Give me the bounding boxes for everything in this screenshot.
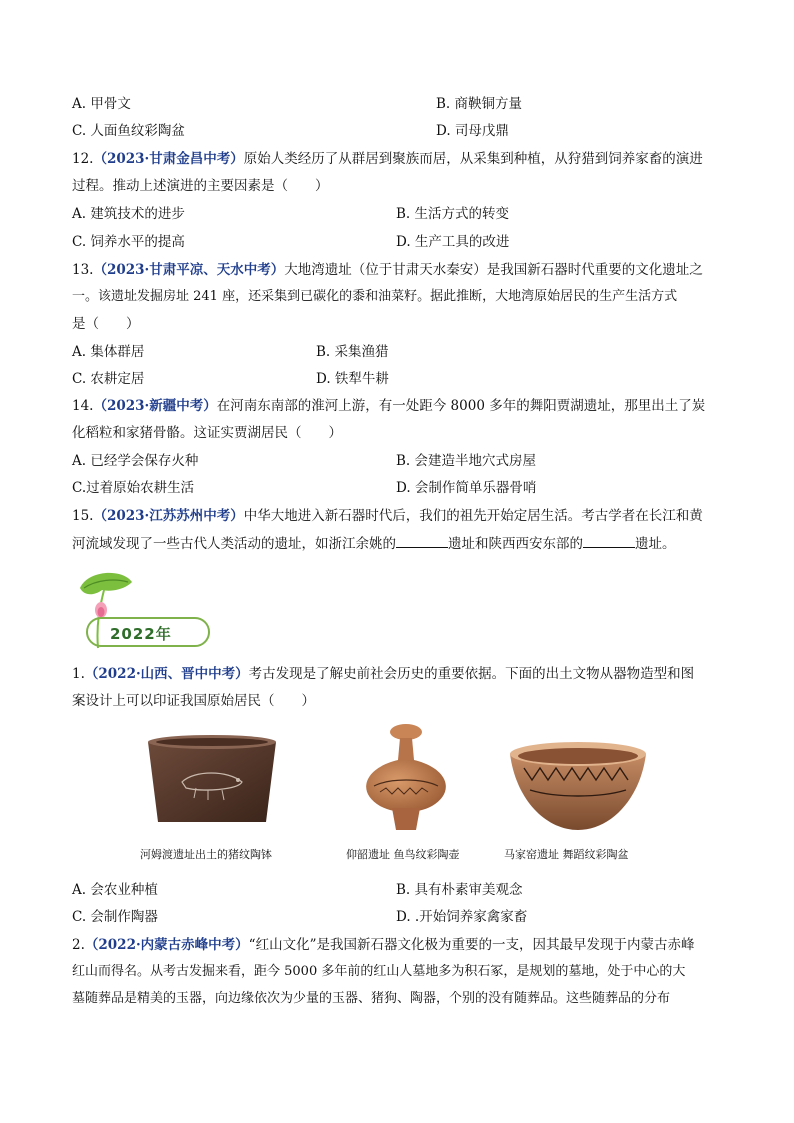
artifact-caption-3: 马家窑遗址 舞蹈纹彩陶盆 xyxy=(504,848,629,861)
q15-text2b: 遗址和陕西西安东部的 xyxy=(448,536,583,552)
q2-source: （2022·内蒙古赤峰中考） xyxy=(84,937,249,953)
q1-stem-line2: 案设计上可以印证我国原始居民（ ） xyxy=(72,693,315,709)
q15-text1: 中华大地进入新石器时代后，我们的祖先开始定居生活。考古学者在长江和黄 xyxy=(243,508,703,524)
q1-number: 1. xyxy=(72,666,85,682)
q1-source: （2022·山西、晋中中考） xyxy=(84,666,249,682)
q2-text1: “红山文化”是我国新石器文化极为重要的一支，因其最早发现于内蒙古赤峰 xyxy=(248,937,695,953)
fish-bird-pottery-pot-image xyxy=(350,722,462,834)
q13-stem-line3: 是（ ） xyxy=(72,316,140,332)
q13-source: （2023·甘肃平凉、天水中考） xyxy=(93,262,285,278)
q12-option-b: B. 生活方式的转变 xyxy=(396,206,510,222)
q11-option-d: D. 司母戊鼎 xyxy=(436,123,509,139)
q1-stem-line1 xyxy=(72,664,694,684)
q13-option-b: B. 采集渔猎 xyxy=(316,344,389,360)
q14-stem-line1 xyxy=(72,396,705,416)
section-year-badge xyxy=(86,617,210,647)
q15-text2c: 遗址。 xyxy=(635,536,676,552)
artifact-caption-2: 仰韶遗址 鱼鸟纹彩陶壶 xyxy=(346,848,460,861)
q2-number: 2. xyxy=(72,937,85,953)
q12-option-d: D. 生产工具的改进 xyxy=(396,234,510,250)
q13-option-c: C. 农耕定居 xyxy=(72,371,145,387)
q11-option-a: A. 甲骨文 xyxy=(72,96,131,112)
q12-option-c: C. 饲养水平的提高 xyxy=(72,234,185,250)
q14-option-b: B. 会建造半地穴式房屋 xyxy=(396,453,537,469)
q12-stem-line1 xyxy=(72,149,703,169)
q13-option-a: A. 集体群居 xyxy=(72,344,145,360)
q13-number: 13. xyxy=(72,262,94,278)
q11-option-c: C. 人面鱼纹彩陶盆 xyxy=(72,123,185,139)
q2-stem-line3: 墓随葬品是精美的玉器，向边缘依次为少量的玉器、猪狗、陶器，个别的没有随葬品。这些随葬品的分布 xyxy=(72,991,671,1006)
q13-option-d: D. 铁犁牛耕 xyxy=(316,371,389,387)
q1-option-d: D. .开始饲养家禽家畜 xyxy=(396,909,528,925)
q14-stem-line2: 化稻粒和家猪骨骼。这证实贾湖居民（ ） xyxy=(72,425,342,441)
q15-blank-2[interactable] xyxy=(583,533,635,548)
q12-source: （2023·甘肃金昌中考） xyxy=(93,151,244,167)
q15-blank-1[interactable] xyxy=(396,533,448,548)
q2-stem-line2: 红山而得名。从考古发掘来看，距今 5000 多年前的红山人墓地多为积石冢，是规划的墓地，处于中心的大 xyxy=(72,964,686,979)
q13-text1: 大地湾遗址（位于甘肃天水秦安）是我国新石器时代重要的文化遗址之 xyxy=(284,262,703,278)
q13-stem-line2: 一。该遗址发掘房址 241 座，还采集到已碳化的黍和油菜籽。据此推断，大地湾原始居民的生产生活方式 xyxy=(72,289,678,304)
q15-stem-line1 xyxy=(72,506,703,526)
section-year-label: 2022年 xyxy=(110,625,172,643)
q12-text1: 原始人类经历了从群居到聚族而居，从采集到种植，从狩猎到饲养家畜的演进 xyxy=(243,151,703,167)
q1-option-c: C. 会制作陶器 xyxy=(72,909,158,925)
q1-option-a: A. 会农业种植 xyxy=(72,882,158,898)
q11-option-b: B. 商鞅铜方量 xyxy=(436,96,523,112)
q12-number: 12. xyxy=(72,151,94,167)
q14-number: 14. xyxy=(72,398,94,414)
q15-stem-line2 xyxy=(72,533,676,554)
q2-stem-line1 xyxy=(72,935,694,955)
q15-text2a: 河流域发现了一些古代人类活动的遗址，如浙江余姚的 xyxy=(72,536,396,552)
pig-pattern-pottery-bowl-image xyxy=(142,730,282,830)
artifact-caption-1: 河姆渡遗址出土的猪纹陶钵 xyxy=(140,848,272,861)
dancing-pattern-pottery-basin-image xyxy=(506,740,650,834)
q14-option-c: C.过着原始农耕生活 xyxy=(72,480,195,496)
q15-number: 15. xyxy=(72,508,94,524)
q15-source: （2023·江苏苏州中考） xyxy=(93,508,244,524)
q1-text1: 考古发现是了解史前社会历史的重要依据。下面的出土文物从器物造型和图 xyxy=(248,666,695,682)
q14-text1: 在河南东南部的淮河上游，有一处距今 8000 多年的舞阳贾湖遗址，那里出土了炭 xyxy=(216,398,706,414)
q1-option-b: B. 具有朴素审美观念 xyxy=(396,882,523,898)
q14-option-d: D. 会制作简单乐器骨哨 xyxy=(396,480,537,496)
q14-option-a: A. 已经学会保存火种 xyxy=(72,453,199,469)
q12-option-a: A. 建筑技术的进步 xyxy=(72,206,185,222)
q13-stem-line1 xyxy=(72,260,703,280)
q12-stem-line2: 过程。推动上述演进的主要因素是（ ） xyxy=(72,178,329,194)
q14-source: （2023·新疆中考） xyxy=(93,398,217,414)
